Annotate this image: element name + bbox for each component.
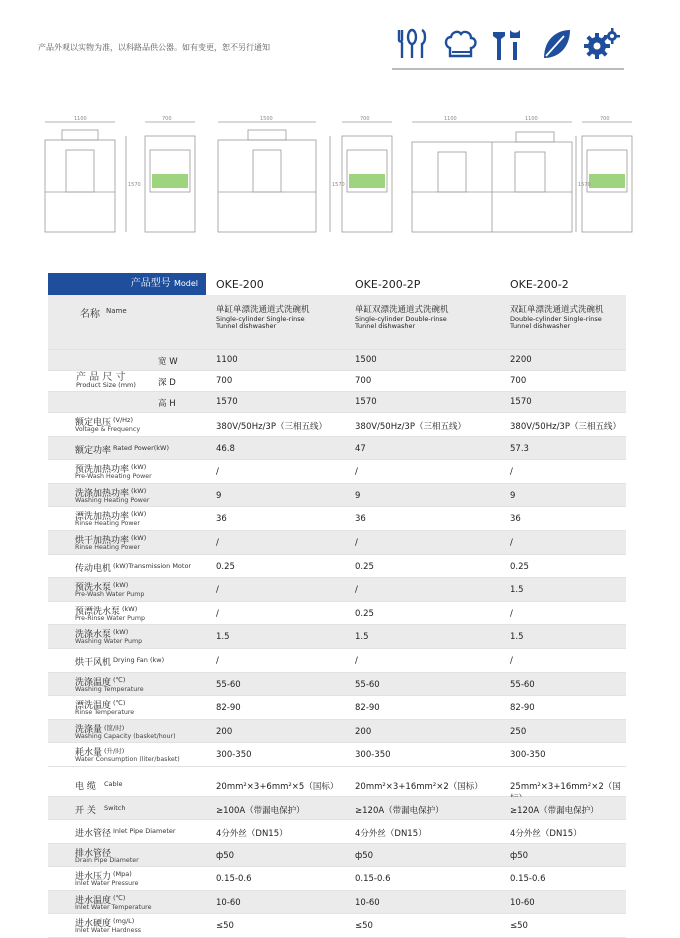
row-label-unit: (kW) bbox=[131, 510, 147, 519]
row-label-en: Rinse Heating Power bbox=[75, 543, 140, 551]
row-label-en: Washing Heating Power bbox=[75, 496, 150, 504]
row-label-en: Rinse Temperature bbox=[75, 709, 135, 717]
row-label-cn: 传动电机 bbox=[75, 563, 112, 574]
spec-value: 0.25 bbox=[216, 561, 235, 572]
row-label-en: Inlet Water Hardness bbox=[75, 927, 142, 935]
height-label: 1570 bbox=[578, 182, 591, 188]
row-label-en: Drain Pipe Diameter bbox=[75, 856, 139, 864]
spec-value: / bbox=[355, 467, 358, 478]
table-row bbox=[48, 555, 626, 579]
table-row bbox=[48, 295, 626, 350]
spec-value: / bbox=[510, 608, 513, 619]
row-label-unit: (℃) bbox=[113, 699, 126, 708]
row-label-unit: (Mpa) bbox=[113, 870, 132, 879]
table-row bbox=[48, 673, 626, 697]
spec-value: ф50 bbox=[510, 850, 529, 861]
utensils-icon bbox=[392, 24, 432, 64]
dim-label: 700 bbox=[600, 116, 610, 122]
row-label-unit: (kW)Transmission Motor bbox=[113, 561, 192, 570]
spec-value: 20mm²×3+16mm²×2（国标） bbox=[355, 781, 483, 792]
name-en: Single-cylinder Single-rinse bbox=[216, 315, 305, 323]
table-row bbox=[48, 437, 626, 461]
spec-value: 0.15-0.6 bbox=[216, 874, 252, 885]
table-row bbox=[48, 578, 626, 602]
table-header bbox=[48, 273, 626, 295]
size-label-en: Product Size (mm) bbox=[76, 381, 136, 389]
row-label-cn: 电 缆 bbox=[75, 781, 96, 792]
spec-value: 10-60 bbox=[216, 897, 241, 908]
row-label-en: Pre-Wash Water Pump bbox=[75, 591, 145, 599]
spec-value: 55-60 bbox=[510, 679, 535, 690]
row-label-unit: (kW) bbox=[122, 604, 138, 613]
spec-value: 25mm²×3+16mm²×2（国 bbox=[510, 781, 621, 792]
name-en: Double-cylinder Single-rinse bbox=[510, 315, 602, 323]
spec-value: / bbox=[510, 655, 513, 666]
chef-hat-icon bbox=[440, 24, 480, 64]
model-name: OKE-200-2 bbox=[510, 278, 569, 291]
row-label-en: Rinse Heating Power bbox=[75, 520, 140, 528]
spec-value: 0.15-0.6 bbox=[510, 874, 546, 885]
spec-value: 0.25 bbox=[355, 561, 374, 572]
size-value: 700 bbox=[510, 376, 527, 386]
table-row bbox=[48, 392, 626, 413]
dim-label: 700 bbox=[360, 116, 370, 122]
spec-value: 10-60 bbox=[355, 897, 380, 908]
row-label-cn: 预洗水泵 bbox=[75, 583, 112, 594]
spec-value: 250 bbox=[510, 726, 527, 737]
table-row bbox=[48, 820, 626, 844]
row-label-unit: Rated Power(kW) bbox=[113, 443, 170, 452]
table-row bbox=[48, 350, 626, 371]
row-label-unit: (℃) bbox=[113, 675, 126, 684]
spec-value: / bbox=[216, 467, 219, 478]
row-label-en: Pre-Wash Heating Power bbox=[75, 473, 152, 481]
size-value: 1500 bbox=[355, 355, 377, 365]
row-label-en: Inlet Water Pressure bbox=[75, 880, 139, 888]
table-row bbox=[48, 743, 626, 767]
row-label-en: Name bbox=[106, 307, 127, 315]
leaf-icon bbox=[536, 24, 576, 64]
disclaimer-note: 产品外观以实物为准，以科路品供公器。如有变更，恕不另行通知 bbox=[38, 43, 270, 52]
row-label-cn: 排水管径 bbox=[75, 848, 112, 859]
spec-value: 380V/50Hz/3P（三相五线） bbox=[510, 422, 621, 432]
spec-value: 1.5 bbox=[510, 585, 524, 596]
row-label-cn: 进水管径 bbox=[75, 829, 112, 840]
row-label-cn: 额定电压 bbox=[75, 418, 112, 428]
row-label-en: Pre-Rinse Water Pump bbox=[75, 614, 145, 622]
row-label-en: Voltage & Frequency bbox=[75, 426, 141, 433]
row-label-unit: (kW) bbox=[131, 463, 147, 472]
table-row bbox=[48, 413, 626, 437]
spec-value: / bbox=[216, 608, 219, 619]
spec-value: 82-90 bbox=[355, 703, 380, 714]
table-row bbox=[48, 531, 626, 555]
table-row bbox=[48, 914, 626, 938]
spec-value: 300-350 bbox=[216, 750, 252, 761]
spec-table bbox=[48, 273, 626, 938]
height-label: 1570 bbox=[332, 182, 345, 188]
feature-icons bbox=[392, 24, 624, 66]
table-row bbox=[48, 649, 626, 673]
table-row bbox=[48, 625, 626, 649]
spec-value: 82-90 bbox=[510, 703, 535, 714]
spec-value: 380V/50Hz/3P（三相五线） bbox=[216, 422, 327, 432]
name-en: Tunnel dishwasher bbox=[216, 322, 277, 330]
row-label-unit: (℃) bbox=[113, 893, 126, 902]
icons-underline bbox=[392, 68, 624, 70]
spec-value: 0.25 bbox=[510, 561, 529, 572]
spec-value: 9 bbox=[355, 490, 361, 501]
model-en: Model bbox=[173, 279, 198, 288]
spec-value: 1.5 bbox=[355, 632, 369, 643]
tools-icon bbox=[488, 24, 528, 64]
spec-value: ф50 bbox=[216, 850, 235, 861]
row-label-cn: 进水温度 bbox=[75, 895, 112, 906]
spec-value: ≤50 bbox=[216, 921, 234, 932]
spec-value: 0.25 bbox=[355, 608, 374, 619]
spec-value: ≥120A（带漏电保护） bbox=[510, 805, 599, 816]
row-label-unit: (筐/时) bbox=[104, 723, 125, 732]
model-cn: 产品型号 bbox=[130, 278, 171, 289]
spec-value: ф50 bbox=[355, 850, 374, 861]
spec-value: 4分外丝（DN15） bbox=[355, 829, 427, 840]
spec-value: 57.3 bbox=[510, 443, 529, 454]
row-label-cn: 洗涤水泵 bbox=[75, 630, 112, 641]
size-value: 1570 bbox=[355, 397, 377, 407]
row-label-en: Washing Capacity (basket/hour) bbox=[75, 732, 176, 740]
row-label-en: Water Consumption (liter/basket) bbox=[75, 756, 180, 764]
spec-value: / bbox=[510, 467, 513, 478]
row-label-unit: Drying Fan (kw) bbox=[113, 655, 165, 664]
height-label: 1570 bbox=[128, 182, 141, 188]
spec-value: 55-60 bbox=[216, 679, 241, 690]
row-label-cn: 预漂洗水泵 bbox=[75, 606, 121, 617]
spec-value: 0.15-0.6 bbox=[355, 874, 391, 885]
table-row bbox=[48, 773, 626, 797]
row-label-en: Washing Temperature bbox=[75, 685, 144, 693]
table-row bbox=[48, 797, 626, 821]
name-en: Tunnel dishwasher bbox=[355, 322, 416, 330]
table-row bbox=[48, 484, 626, 508]
spec-value: 36 bbox=[355, 514, 366, 525]
row-label-cn: 洗涤加热功率 bbox=[75, 488, 130, 499]
table-row bbox=[48, 844, 626, 868]
row-label-cn: 烘干加热功率 bbox=[75, 535, 130, 546]
spec-value: 10-60 bbox=[510, 897, 535, 908]
spec-value: / bbox=[355, 655, 358, 666]
spec-value: 82-90 bbox=[216, 703, 241, 714]
dim-label: 1500 bbox=[260, 116, 273, 122]
row-label-unit: Switch bbox=[104, 803, 126, 812]
spec-value: / bbox=[510, 537, 513, 548]
row-label-unit: (kW) bbox=[113, 628, 129, 637]
table-row bbox=[48, 720, 626, 744]
size-sub-label: 高 H bbox=[158, 399, 176, 409]
size-label-cn: 产 品 尺 寸 bbox=[76, 372, 126, 383]
row-label-unit: (kW) bbox=[113, 581, 129, 590]
table-row bbox=[48, 696, 626, 720]
spec-value: 4分外丝（DN15） bbox=[510, 829, 582, 840]
row-label-cn: 烘干风机 bbox=[75, 657, 112, 668]
spec-value: 47 bbox=[355, 443, 366, 454]
spec-value: 300-350 bbox=[355, 750, 391, 761]
spec-value: 1.5 bbox=[216, 632, 230, 643]
spec-value: ≤50 bbox=[355, 921, 373, 932]
spec-value: 36 bbox=[216, 514, 227, 525]
row-label-cn: 漂洗温度 bbox=[75, 701, 112, 712]
dim-label: 1100 bbox=[525, 116, 538, 122]
size-value: 1570 bbox=[510, 397, 532, 407]
spec-value: 380V/50Hz/3P（三相五线） bbox=[355, 422, 466, 432]
spec-value: 36 bbox=[510, 514, 521, 525]
row-label-en: Washing Water Pump bbox=[75, 638, 143, 646]
spec-value: / bbox=[355, 585, 358, 596]
spec-value: 46.8 bbox=[216, 443, 235, 454]
spec-value: 200 bbox=[216, 726, 233, 737]
row-label-cn: 开 关 bbox=[75, 805, 96, 816]
size-value: 700 bbox=[216, 376, 233, 386]
size-sub-label: 深 D bbox=[158, 378, 176, 388]
row-label-cn: 预洗加热功率 bbox=[75, 465, 130, 476]
row-label-cn: 漂洗加热功率 bbox=[75, 512, 130, 523]
spec-value: 9 bbox=[216, 490, 222, 501]
size-value: 1100 bbox=[216, 355, 238, 365]
size-sub-label: 宽 W bbox=[158, 357, 178, 367]
table-row bbox=[48, 602, 626, 626]
row-label-cn: 洗涤量 bbox=[75, 724, 103, 735]
row-label-cn: 洗涤温度 bbox=[75, 677, 112, 688]
row-label-unit: (V/Hz) bbox=[113, 416, 134, 424]
row-label-cn: 名称 bbox=[80, 309, 100, 320]
size-value: 2200 bbox=[510, 355, 532, 365]
spec-value: 300-350 bbox=[510, 750, 546, 761]
size-value: 700 bbox=[355, 376, 372, 386]
name-cn: 单缸双漂洗通道式洗碗机 bbox=[355, 305, 449, 315]
spec-value: ≥100A（带漏电保护） bbox=[216, 805, 305, 816]
row-label-en: Inlet Water Temperature bbox=[75, 903, 152, 911]
name-cn: 单缸单漂洗通道式洗碗机 bbox=[216, 305, 310, 315]
table-row bbox=[48, 507, 626, 531]
dim-label: 1100 bbox=[74, 116, 87, 122]
dim-label: 1100 bbox=[444, 116, 457, 122]
model-name: OKE-200 bbox=[216, 278, 264, 291]
spec-value: 20mm²×3+6mm²×5（国标） bbox=[216, 781, 339, 792]
row-label-unit: (kW) bbox=[131, 533, 147, 542]
spec-value: / bbox=[216, 585, 219, 596]
spec-value: / bbox=[216, 655, 219, 666]
row-label-cn: 额定功率 bbox=[75, 445, 112, 456]
spec-value: ≥120A（带漏电保护） bbox=[355, 805, 444, 816]
model-label bbox=[48, 273, 206, 295]
table-row bbox=[48, 891, 626, 915]
spec-value: 200 bbox=[355, 726, 372, 737]
model-name: OKE-200-2P bbox=[355, 278, 421, 291]
product-drawings bbox=[40, 112, 640, 252]
row-label-unit: (升/时) bbox=[104, 747, 125, 756]
table-row bbox=[48, 460, 626, 484]
row-label-unit: (kW) bbox=[131, 486, 147, 495]
row-label-unit: Inlet Pipe Diameter bbox=[113, 827, 176, 836]
spec-value: 4分外丝（DN15） bbox=[216, 829, 288, 840]
spec-value: 1.5 bbox=[510, 632, 524, 643]
row-label-unit: Cable bbox=[104, 779, 123, 788]
size-value: 1570 bbox=[216, 397, 238, 407]
spec-value: ≤50 bbox=[510, 921, 528, 932]
row-label-cn: 进水硬度 bbox=[75, 919, 112, 930]
table-row bbox=[48, 867, 626, 891]
row-label-cn: 耗水量 bbox=[75, 748, 103, 759]
spec-value: / bbox=[355, 537, 358, 548]
spec-value: 55-60 bbox=[355, 679, 380, 690]
name-cn: 双缸单漂洗通道式洗碗机 bbox=[510, 305, 604, 315]
row-label-unit: (mg/L) bbox=[113, 917, 135, 926]
name-en: Tunnel dishwasher bbox=[510, 322, 571, 330]
spec-value: / bbox=[216, 537, 219, 548]
row-label-cn: 进水压力 bbox=[75, 872, 112, 883]
spec-value: 9 bbox=[510, 490, 516, 501]
gears-icon bbox=[582, 24, 622, 64]
dim-label: 700 bbox=[162, 116, 172, 122]
name-en: Single-cylinder Double-rinse bbox=[355, 315, 447, 323]
